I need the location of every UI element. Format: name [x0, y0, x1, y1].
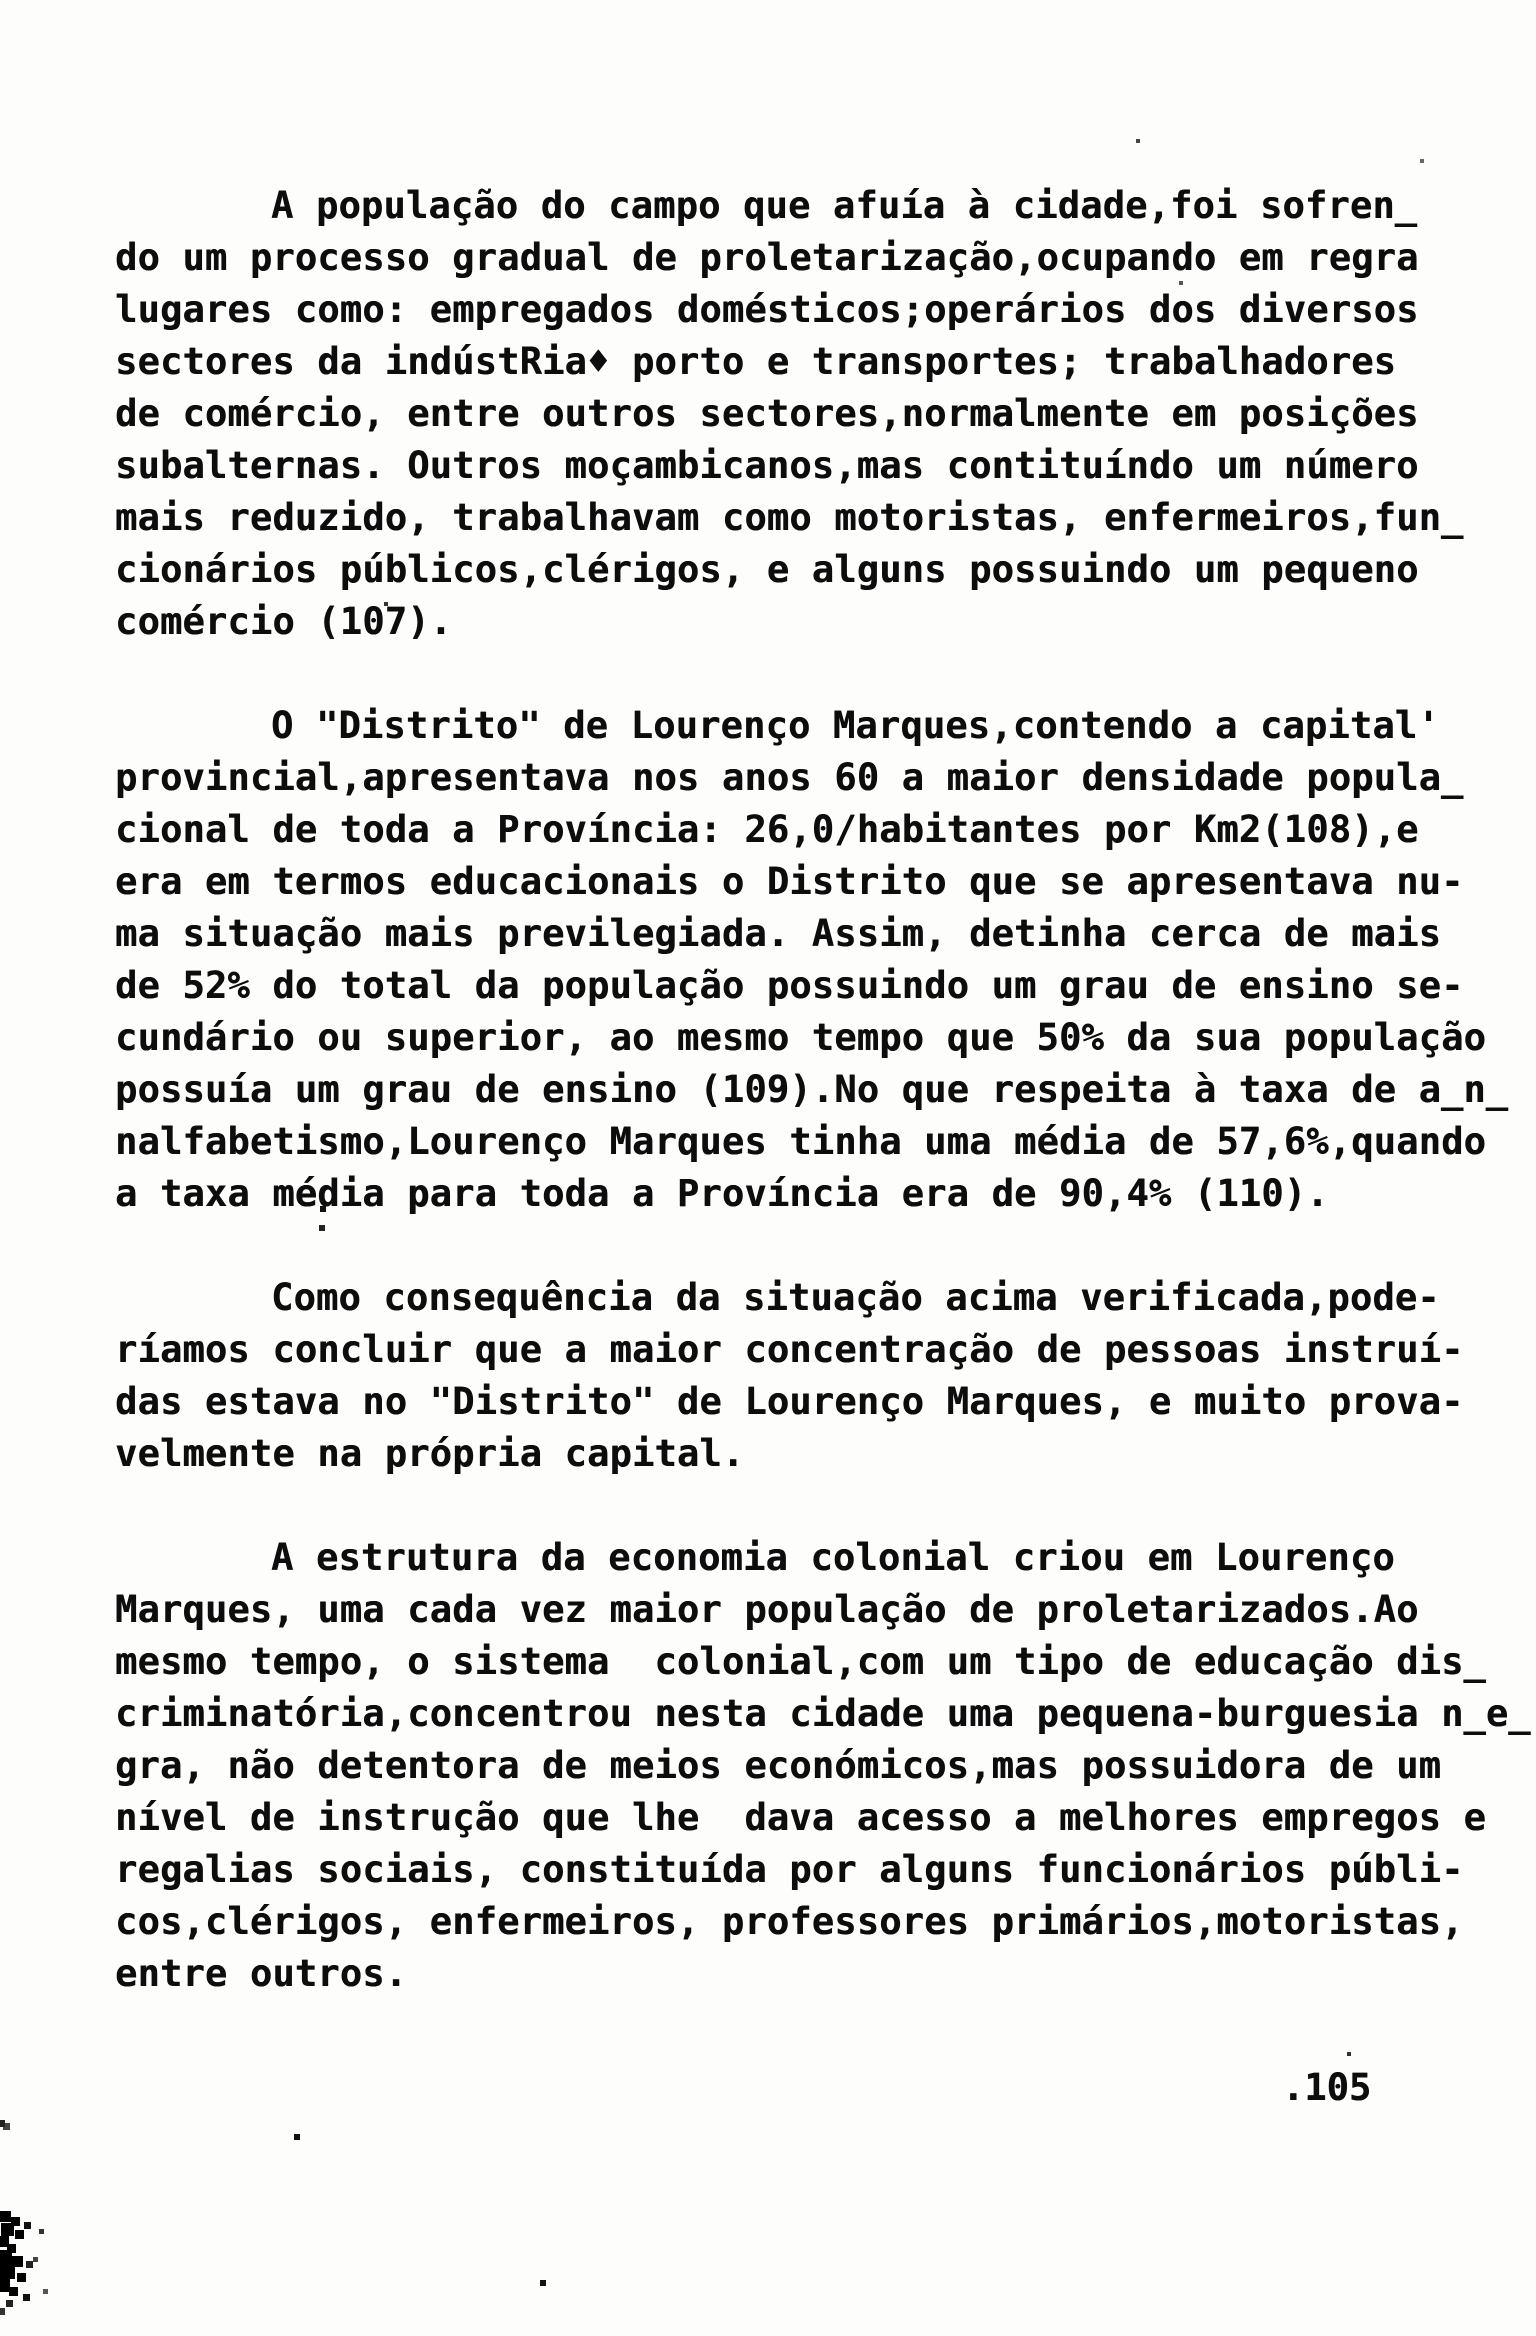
scan-ink-blob-artifact	[0, 0, 3, 3]
p1-line8: cionários públicos,clérigos, e alguns possuindo um pequeno	[115, 548, 1419, 591]
p4-line1: A estrutura da economia colonial criou em Lourenço	[271, 1536, 1395, 1579]
p2-line6: de 52% do total da população possuindo um grau de ensino se-	[115, 964, 1464, 1007]
paragraph-4	[115, 1532, 1531, 2000]
p3-line4: velmente na própria capital.	[115, 1432, 745, 1475]
text-block	[115, 0, 1531, 2052]
p1-line6: subalternas. Outros moçambicanos,mas contituíndo um número	[115, 444, 1419, 487]
p3-line3: das estava no "Distrito" de Lourenço Marques, e muito prova-	[115, 1380, 1464, 1423]
p1-line5: de comércio, entre outros sectores,normalmente em posições	[115, 392, 1419, 435]
p2-line1: O "Distrito" de Lourenço Marques,contendo a capital'	[271, 704, 1440, 747]
p2-line9: nalfabetismo,Lourenço Marques tinha uma média de 57,6%,quando	[115, 1120, 1487, 1163]
p2-line2: provincial,apresentava nos anos 60 a maior densidade popula̲	[115, 756, 1464, 799]
paragraph-3	[115, 1272, 1515, 1480]
p1-line2: do um processo gradual de proletarização,ocupando em regra	[115, 236, 1419, 279]
p4-line4: criminatória,concentrou nesta cidade uma pequena-burguesia n̲e̲	[115, 1692, 1531, 1735]
p4-line3: mesmo tempo, o sistema colonial,com um tipo de educação dis̲	[115, 1640, 1486, 1683]
p2-line5: ma situação mais previlegiada. Assim, detinha cerca de mais	[115, 912, 1442, 955]
p2-line4: era em termos educacionais o Distrito que se apresentava nu-	[115, 860, 1464, 903]
p4-line2: Marques, uma cada vez maior população de proletarizados.Ao	[115, 1588, 1419, 1631]
p1-line7: mais reduzido, trabalhavam como motoristas, enfermeiros,fun̲	[115, 496, 1464, 539]
paragraph-2	[115, 700, 1515, 1220]
p1-line4: sectores da indústRia♦ porto e transportes; trabalhadores	[115, 340, 1397, 383]
p4-line5: gra, não detentora de meios económicos,mas possuidora de um	[115, 1744, 1442, 1787]
p4-line8: cos,clérigos, enfermeiros, professores primários,motoristas,	[115, 1900, 1464, 1943]
p2-line10: a taxa média para toda a Província era de 90,4% (110).	[115, 1172, 1329, 1215]
p4-line9: entre outros.	[115, 1952, 408, 1995]
p4-line7: regalias sociais, constituída por alguns funcionários públi-	[115, 1848, 1464, 1891]
page-number: .105	[1282, 2066, 1372, 2109]
p1-line3: lugares como: empregados domésticos;operários dos diversos	[115, 288, 1419, 331]
p1-line1: A população do campo que afuía à cidade,foi sofren̲	[271, 184, 1418, 227]
p3-line1: Como consequência da situação acima verificada,pode-	[271, 1276, 1440, 1319]
p2-line8: possuía um grau de ensino (109).No que respeita à taxa de a̲n̲	[115, 1068, 1509, 1111]
paragraph-1	[115, 180, 1515, 648]
p4-line6: nível de instrução que lhe dava acesso a melhores empregos e	[115, 1796, 1487, 1839]
p1-line9: comércio (107).	[115, 600, 453, 643]
p2-line7: cundário ou superior, ao mesmo tempo que 50% da sua população	[115, 1016, 1487, 1059]
p2-line3: cional de toda a Província: 26,0/habitantes por Km2(108),e	[115, 808, 1419, 851]
p3-line2: ríamos concluir que a maior concentração de pessoas instruí-	[115, 1328, 1464, 1371]
